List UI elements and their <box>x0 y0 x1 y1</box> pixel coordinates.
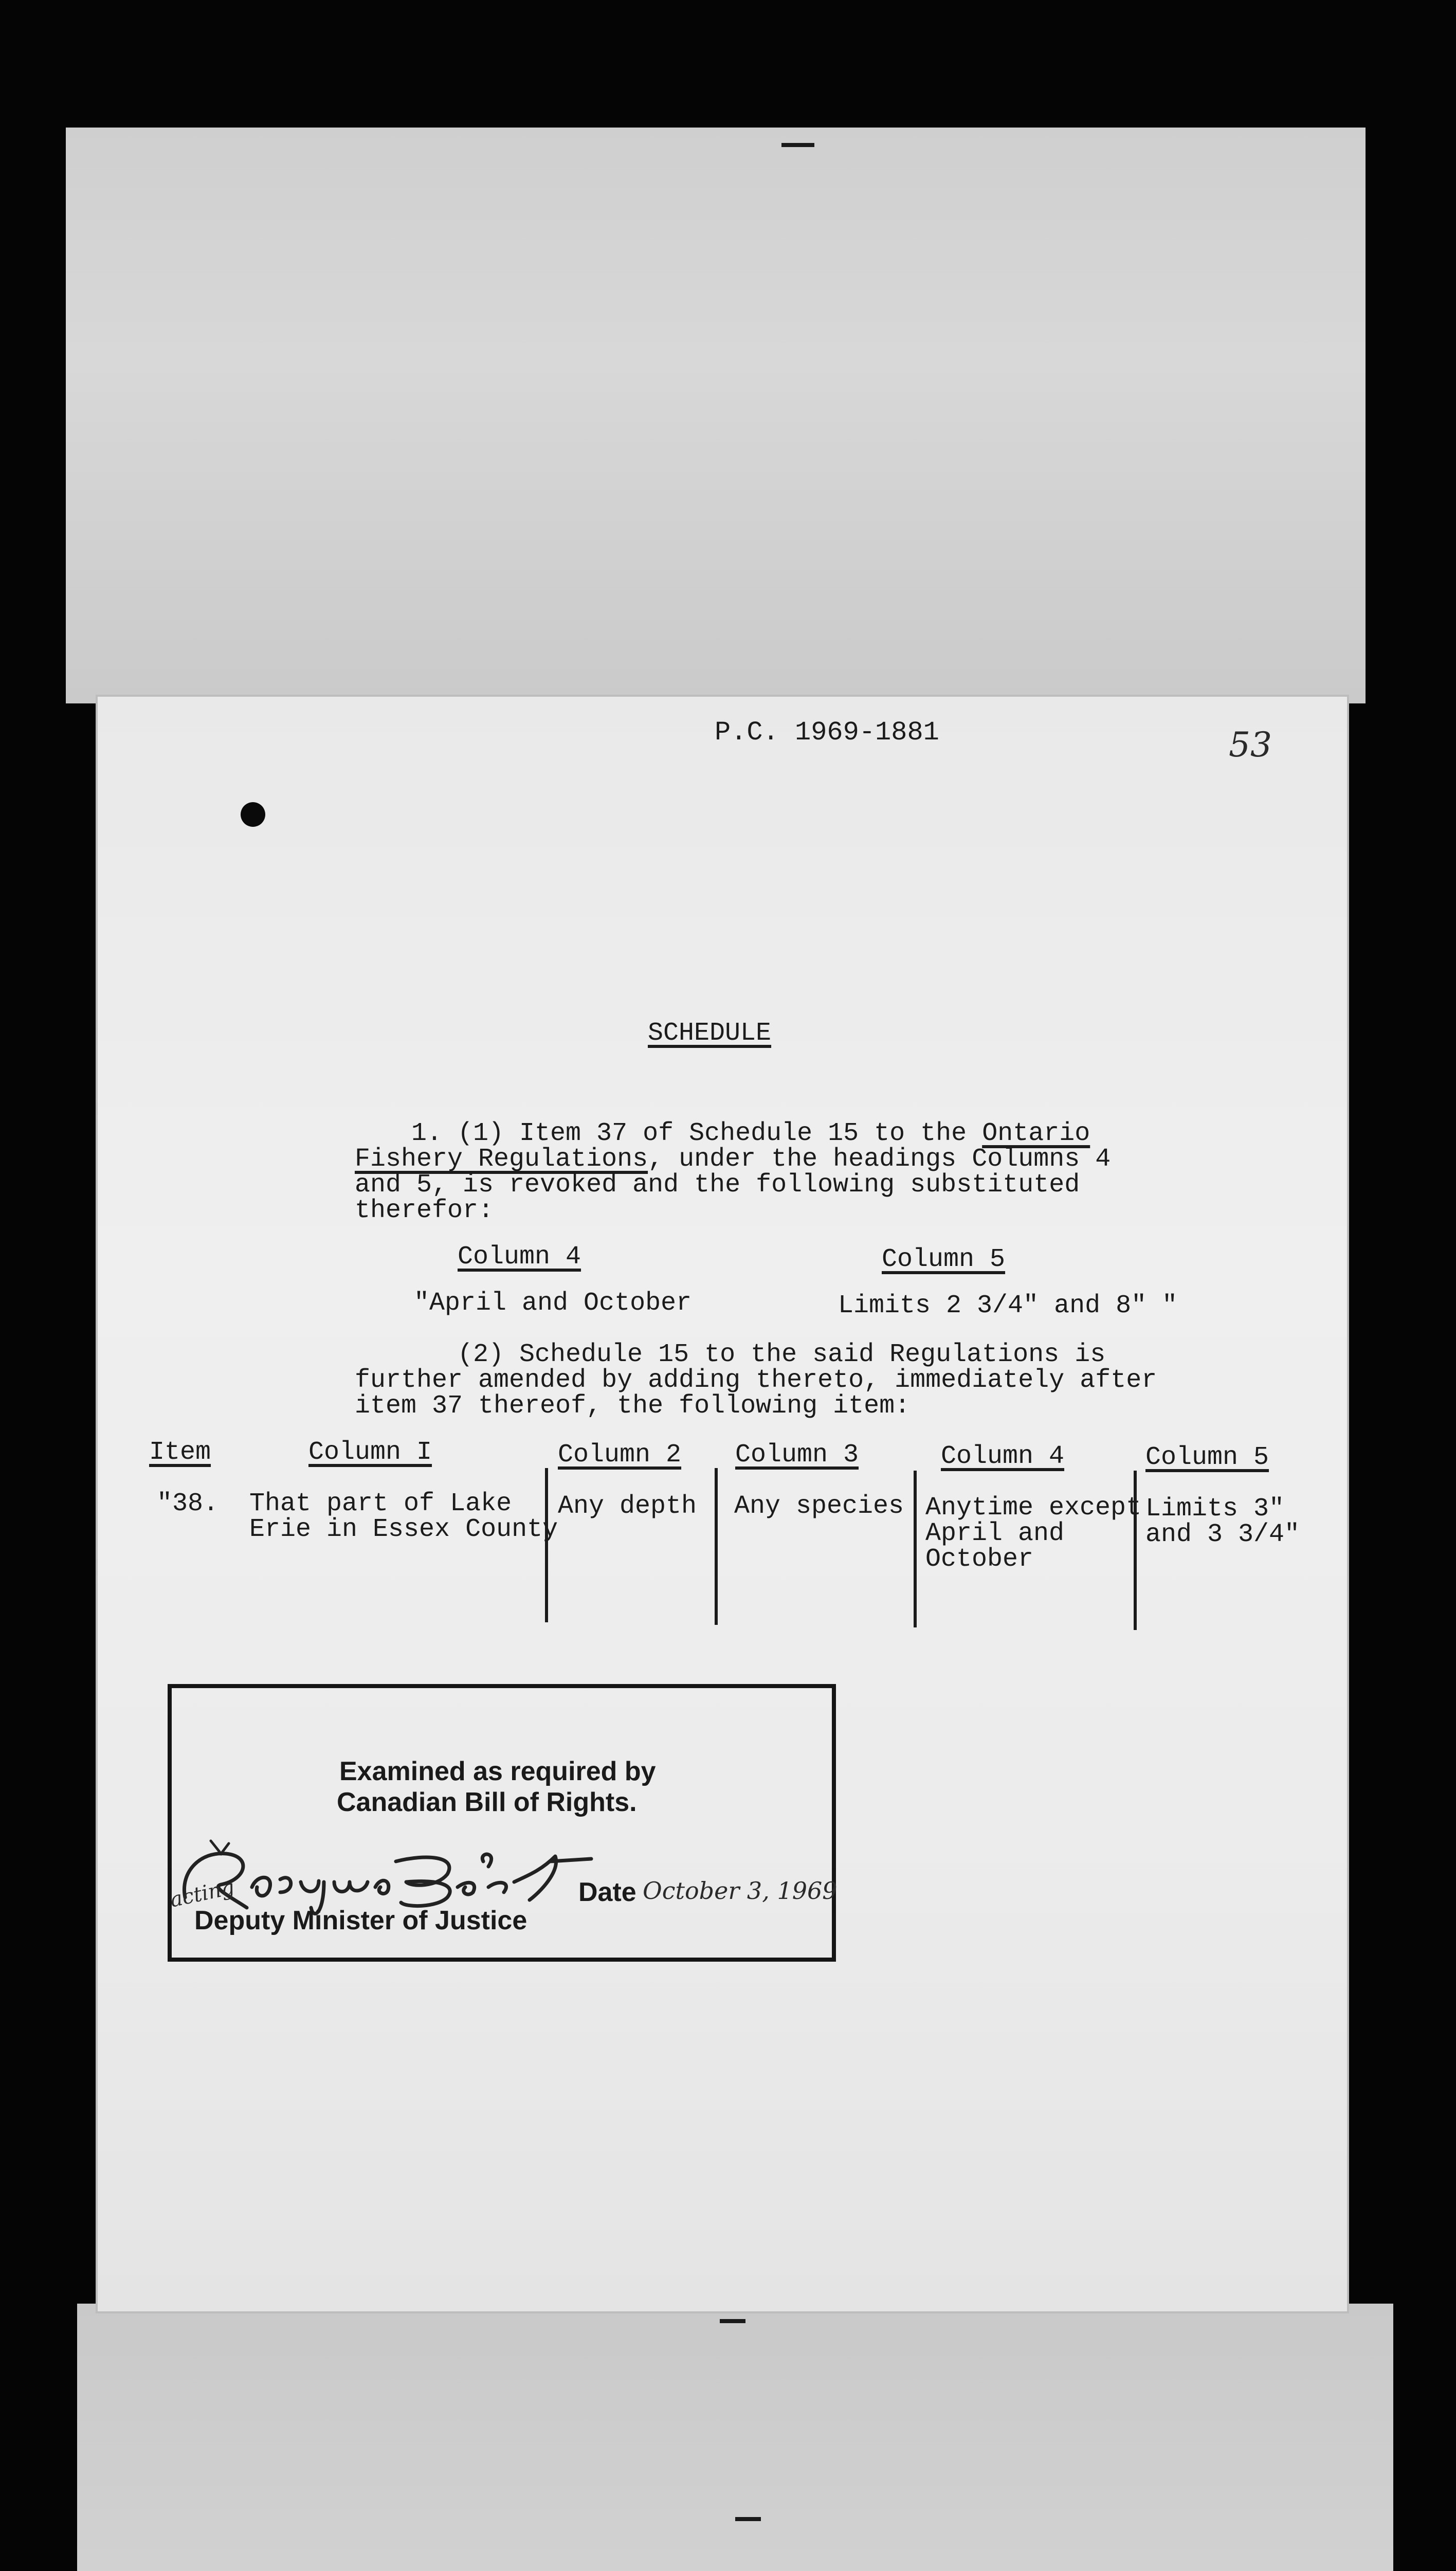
film-mark-bottom <box>735 2517 761 2521</box>
row-column2-line1: Any depth <box>558 1492 697 1521</box>
para2-line3: item 37 thereof, the following item: <box>355 1391 911 1421</box>
row-column5-line1: Limits 3" <box>1145 1494 1285 1524</box>
backing-sheet-bottom <box>77 2304 1393 2571</box>
backing-sheet-top <box>66 128 1366 703</box>
para1-line3: and 5, is revoked and the following substituted <box>355 1170 1080 1200</box>
stamp-line2: Canadian Bill of Rights. <box>337 1787 637 1817</box>
page-number: 53 <box>1229 725 1272 765</box>
para2-line2: further amended by adding thereto, immediately after <box>355 1366 1157 1395</box>
film-mark-middle <box>720 2319 745 2323</box>
sub-column4-value: "April and October <box>414 1289 692 1318</box>
table-header-column2: Column 2 <box>558 1440 682 1470</box>
column-divider-2 <box>715 1468 718 1625</box>
sub-column4-heading: Column 4 <box>458 1242 581 1272</box>
table-header-column1: Column I <box>308 1438 432 1467</box>
acting-note: acting <box>168 1875 236 1912</box>
para2-line1: (2) Schedule 15 to the said Regulations is <box>458 1340 1106 1369</box>
row-column4-line1: Anytime except <box>925 1493 1142 1523</box>
stamp-official-title: Deputy Minister of Justice <box>194 1906 527 1935</box>
schedule-title: SCHEDULE <box>648 1019 772 1048</box>
para1-line2: Fishery Regulations, under the headings Columns 4 <box>355 1145 1111 1174</box>
pc-number: P.C. 1969-1881 <box>715 717 939 748</box>
row-column3-line1: Any species <box>734 1492 904 1521</box>
row-column5-line2: and 3 3/4" <box>1145 1520 1300 1549</box>
column-divider-3 <box>914 1471 917 1627</box>
para1-line4: therefor: <box>355 1196 494 1225</box>
sub-column5-value: Limits 2 3/4" and 8" " <box>838 1291 1178 1320</box>
row-column4-line3: October <box>925 1545 1034 1574</box>
stamp-date-value: October 3, 1969 <box>643 1877 838 1905</box>
table-header-column3: Column 3 <box>735 1440 859 1470</box>
sub-column5-heading: Column 5 <box>882 1245 1006 1274</box>
para1-line1: 1. (1) Item 37 of Schedule 15 to the Ontario <box>411 1119 1090 1148</box>
stamp-line1: Examined as required by <box>339 1757 656 1786</box>
row-column1-line2: Erie in Essex County <box>249 1515 558 1544</box>
table-header-item: Item <box>149 1438 211 1467</box>
table-header-column5: Column 5 <box>1145 1443 1269 1472</box>
stamp-date-label: Date <box>578 1877 636 1907</box>
punch-hole <box>241 802 265 827</box>
row-item: "38. <box>157 1489 219 1518</box>
row-column1-line1: That part of Lake <box>249 1489 512 1518</box>
row-column4-line2: April and <box>925 1519 1065 1548</box>
table-header-column4: Column 4 <box>941 1442 1065 1471</box>
column-divider-1 <box>545 1468 548 1622</box>
film-mark-top <box>781 143 814 147</box>
